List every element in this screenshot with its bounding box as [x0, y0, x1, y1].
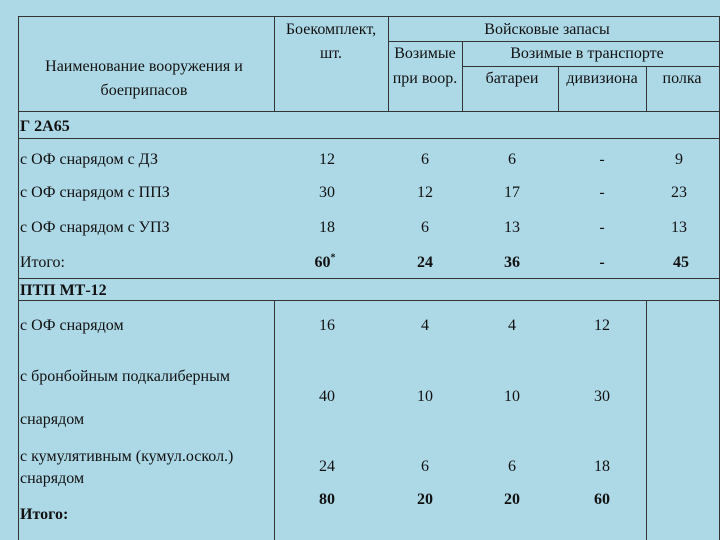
- name-col-header-line2: боеприпасов: [100, 82, 188, 99]
- cell-ammo-load: 30: [319, 184, 335, 201]
- section-divider: [18, 138, 720, 139]
- cell-division: -: [599, 151, 605, 168]
- section-title-mt12: ПТП МТ-12: [20, 282, 107, 299]
- section-title-2a65: Г 2А65: [20, 118, 70, 135]
- total-battery: 36: [504, 254, 520, 271]
- column-divider: [646, 66, 647, 111]
- table-row-name: с ОФ снарядом с ДЗ: [20, 151, 159, 168]
- table-row-name-line2: снарядом: [20, 470, 85, 487]
- column-divider: [646, 300, 647, 540]
- cell-battery: 10: [504, 388, 520, 405]
- cell-battery: 13: [504, 219, 520, 236]
- cell-battery: 4: [508, 317, 516, 334]
- cell-carried: 10: [417, 388, 433, 405]
- total-battery: 20: [504, 491, 520, 508]
- table-row-name-line2: снарядом: [20, 411, 85, 428]
- total-carried: 24: [417, 254, 433, 271]
- total-carried: 20: [417, 491, 433, 508]
- table-row-name: с ОФ снарядом: [20, 317, 124, 334]
- column-divider: [558, 66, 559, 111]
- cell-carried: 12: [417, 184, 433, 201]
- cell-battery: 6: [508, 151, 516, 168]
- cell-ammo-load: 40: [319, 388, 335, 405]
- cell-ammo-load: 16: [319, 317, 335, 334]
- cell-carried: 4: [421, 317, 429, 334]
- ammo-load-header-line2: шт.: [319, 45, 343, 62]
- division-header: дивизиона: [566, 70, 638, 87]
- header-divider: [388, 41, 720, 42]
- cell-ammo-load: 12: [319, 151, 335, 168]
- regiment-header: полка: [662, 70, 702, 87]
- total-ammo-load: 80: [319, 491, 335, 508]
- name-col-header-line1: Наименование вооружения и: [45, 58, 243, 75]
- total-row-label: Итого:: [20, 254, 65, 271]
- cell-battery: 17: [504, 184, 520, 201]
- ammo-load-header-line1: Боекомплект,: [285, 21, 377, 38]
- header-divider: [462, 66, 720, 67]
- battery-header: батареи: [485, 70, 539, 87]
- cell-regiment: 13: [671, 219, 687, 236]
- cell-ammo-load: 24: [319, 458, 335, 475]
- total-ammo-load: [315, 254, 336, 272]
- total-row-label: Итого:: [20, 506, 69, 523]
- header-bottom-line: [18, 111, 720, 112]
- carried-header-line2: при воор.: [392, 70, 458, 87]
- column-divider: [274, 16, 275, 111]
- total-regiment: 45: [673, 254, 689, 271]
- cell-carried: 6: [421, 151, 429, 168]
- section-divider: [18, 300, 720, 301]
- troop-reserves-header: Войсковые запасы: [484, 21, 610, 38]
- table-row-name: с ОФ снарядом с УПЗ: [20, 219, 170, 236]
- column-divider: [462, 41, 463, 111]
- carried-header-line1: Возимые: [394, 45, 456, 62]
- cell-division: 12: [594, 317, 610, 334]
- table-row-name: с ОФ снарядом с ППЗ: [20, 184, 170, 201]
- column-divider: [388, 16, 389, 111]
- transport-header: Возимые в транспорте: [510, 45, 664, 62]
- cell-division: -: [599, 184, 605, 201]
- cell-regiment: 23: [671, 184, 687, 201]
- total-division: 60: [594, 491, 610, 508]
- table-border-left: [18, 16, 19, 540]
- total-ammo-load-value: 60: [314, 254, 331, 271]
- table-row-name-line1: с бронбойным подкалиберным: [20, 368, 230, 385]
- footnote-mark: *: [330, 252, 336, 264]
- table-row-name-line1: с кумулятивным (кумул.оскол.): [20, 448, 234, 465]
- cell-ammo-load: 18: [319, 219, 335, 236]
- total-division: -: [599, 254, 605, 271]
- cell-carried: 6: [421, 458, 429, 475]
- cell-carried: 6: [421, 219, 429, 236]
- cell-regiment: 9: [675, 151, 683, 168]
- cell-division: -: [599, 219, 605, 236]
- section-divider: [18, 278, 720, 279]
- column-divider: [274, 300, 275, 540]
- cell-division: 18: [594, 458, 610, 475]
- cell-division: 30: [594, 388, 610, 405]
- cell-battery: 6: [508, 458, 516, 475]
- table-border-top: [18, 16, 720, 17]
